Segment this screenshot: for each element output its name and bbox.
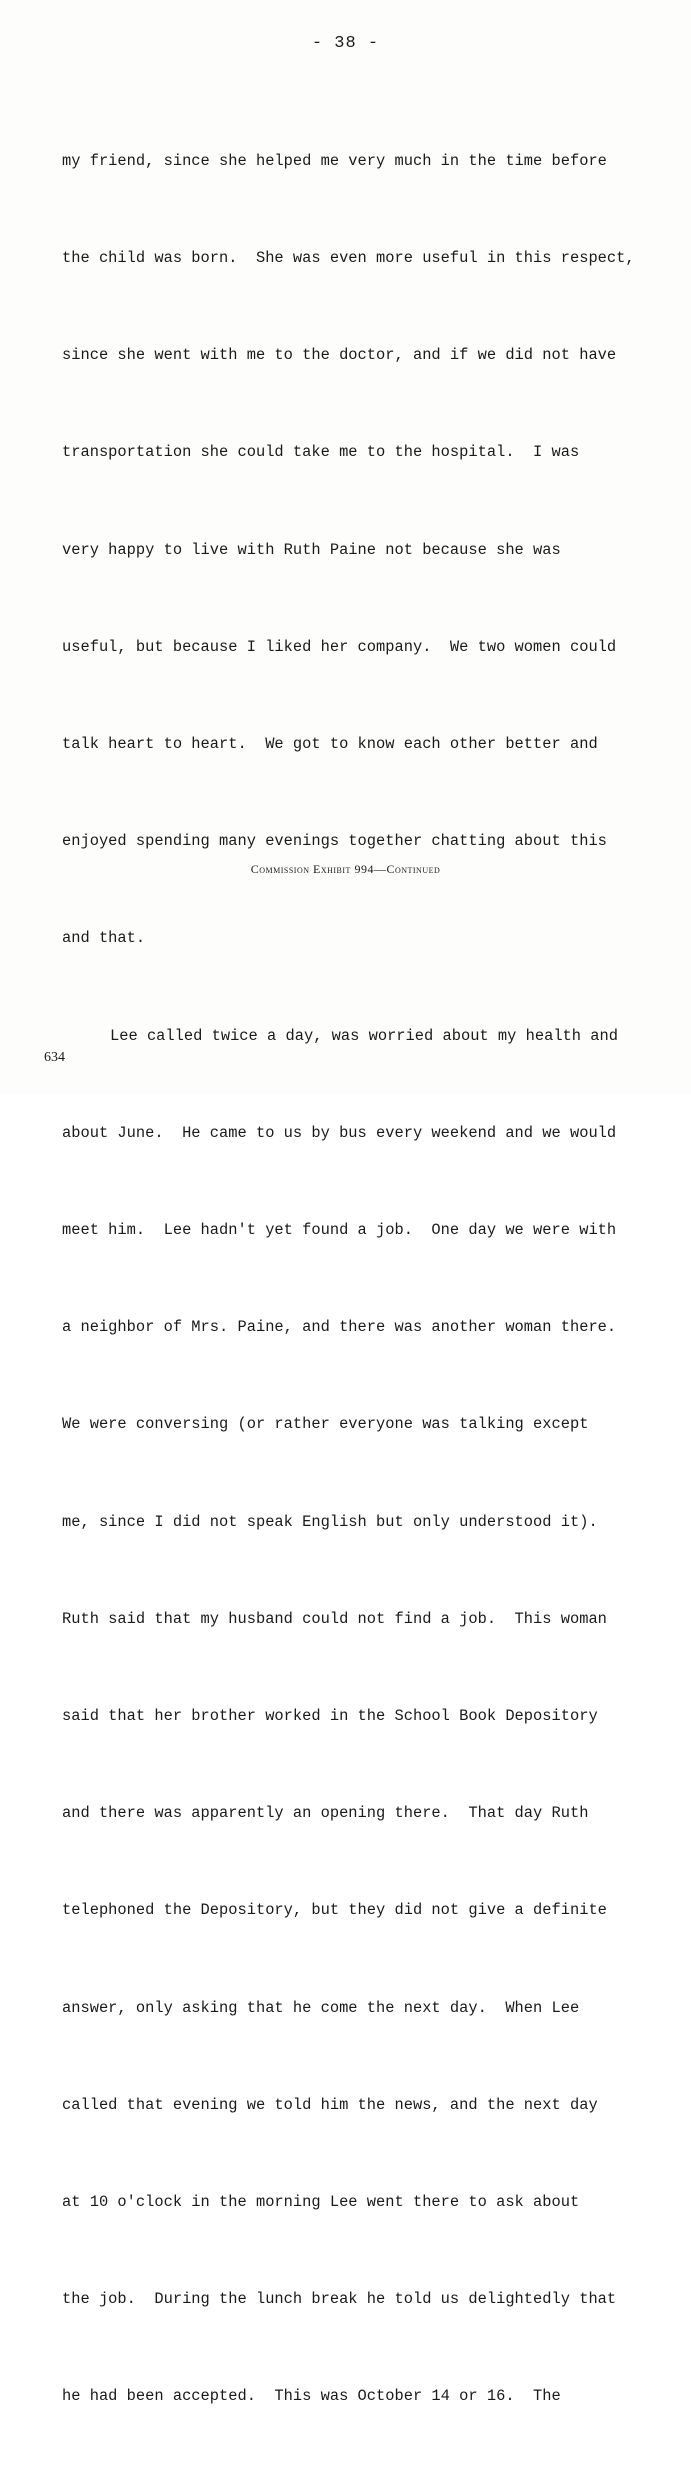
page-number: 634: [44, 1050, 65, 1065]
text-line: at 10 o'clock in the morning Lee went there to ask about: [62, 2193, 580, 2212]
text-line: meet him. Lee hadn't yet found a job. One day we were with: [62, 1221, 617, 1240]
text-line: telephoned the Depository, but they did not give a definite: [62, 1901, 607, 1920]
text-line: useful, but because I liked her company. We two women could: [62, 637, 617, 656]
text-line: enjoyed spending many evenings together chatting about this: [62, 832, 607, 851]
text-line: he had been accepted. This was October 14 or 16. The: [62, 2387, 561, 2406]
text-line: and that.: [62, 929, 146, 948]
paragraph-start-line: Lee called twice a day, was worried about my health and: [110, 1026, 618, 1045]
text-line: talk heart to heart. We got to know each other better and: [62, 735, 598, 754]
text-line: said that her brother worked in the School Book Depository: [62, 1707, 598, 1726]
document-body: [62, 80, 662, 2478]
text-line: We were conversing (or rather everyone was talking except: [62, 1415, 589, 1434]
text-line: transportation she could take me to the hospital. I was: [62, 443, 580, 462]
text-line: a neighbor of Mrs. Paine, and there was another woman there.: [62, 1318, 617, 1337]
text-line: the job. During the lunch break he told us delightedly that: [62, 2290, 617, 2309]
text-line: very happy to live with Ruth Paine not because she was: [62, 540, 561, 559]
text-line: called that evening we told him the news, and the next day: [62, 2095, 598, 2114]
text-line: about June. He came to us by bus every weekend and we would: [62, 1123, 617, 1142]
text-line: answer, only asking that he come the next day. When Lee: [62, 1998, 580, 2017]
page-marker: - 38 -: [311, 34, 380, 53]
text-line: Ruth said that my husband could not find a job. This woman: [62, 1609, 607, 1628]
text-line: since she went with me to the doctor, and if we did not have: [62, 346, 617, 365]
exhibit-caption: Commission Exhibit 994—Continued: [250, 862, 441, 876]
text-line: my friend, since she helped me very much in the time before: [62, 151, 607, 170]
text-line: the child was born. She was even more useful in this respect,: [62, 249, 635, 268]
text-line: me, since I did not speak English but only understood it).: [62, 1512, 598, 1531]
text-line: and there was apparently an opening there. That day Ruth: [62, 1804, 589, 1823]
